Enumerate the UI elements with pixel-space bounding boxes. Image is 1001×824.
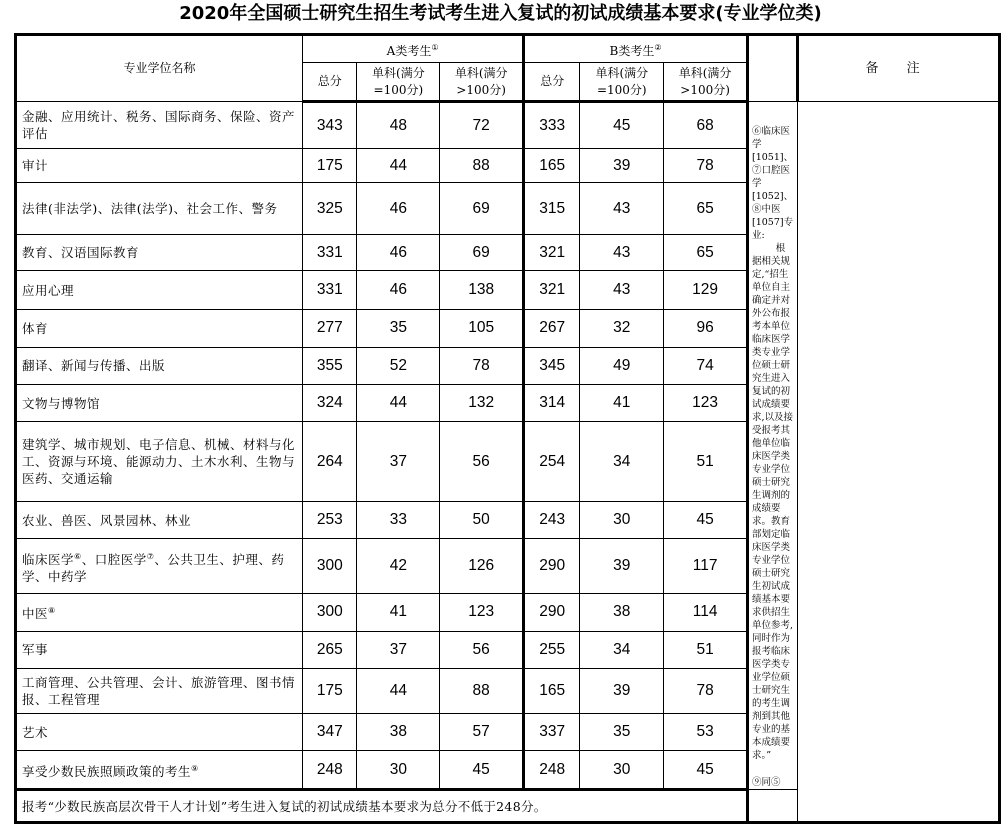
- cell-a-total: 331: [303, 271, 357, 310]
- cell-a-single-gt100: 132: [440, 384, 524, 421]
- cell-b-single-gt100: 45: [664, 502, 748, 539]
- name-part: 临床医学: [22, 551, 75, 567]
- cell-a-single-gt100: 57: [440, 713, 524, 750]
- cell-a-single-gt100: 69: [440, 183, 524, 235]
- table-body: [16, 102, 1000, 790]
- header-name-col: 专业学位名称: [16, 35, 303, 102]
- cell-a-single-gt100: 138: [440, 271, 524, 310]
- cell-a-single100: 30: [357, 751, 440, 790]
- cell-b-single100: 45: [580, 102, 664, 149]
- table-row: [16, 149, 1000, 183]
- cell-a-single-gt100: 69: [440, 235, 524, 271]
- cell-a-single100: 44: [357, 384, 440, 421]
- cell-b-single-gt100: 96: [664, 310, 748, 347]
- cell-b-single100: 38: [580, 594, 664, 631]
- name-part: 、公共卫生、护理、药学、中药学: [22, 551, 285, 584]
- cell-b-total: 255: [524, 631, 580, 668]
- cell-b-total: 243: [524, 502, 580, 539]
- name-part: 、口腔医学: [81, 551, 147, 567]
- header-a-single100: 单科(满分=100分): [357, 63, 440, 102]
- cell-b-single100: 39: [580, 539, 664, 594]
- cell-b-total: 165: [524, 669, 580, 714]
- row-degree-name: 翻译、新闻与传播、出版: [16, 347, 303, 384]
- row-degree-name: 农业、兽医、风景园林、林业: [16, 502, 303, 539]
- notes-line-3: ⑨同⑤: [752, 777, 781, 788]
- cell-a-single100: 38: [357, 713, 440, 750]
- row-degree-name: 金融、应用统计、税务、国际商务、保险、资产评估: [16, 102, 303, 149]
- table-row: [16, 422, 1000, 502]
- cell-b-total: 345: [524, 347, 580, 384]
- cell-b-single100: 39: [580, 669, 664, 714]
- cell-a-single100: 33: [357, 502, 440, 539]
- table-row: [16, 347, 1000, 384]
- header-group-b: [524, 35, 748, 63]
- cell-a-total: 347: [303, 713, 357, 750]
- footer-note: 报考“少数民族高层次骨干人才计划”考生进入复试的初试成绩基本要求为总分不低于248分。: [16, 790, 748, 823]
- cell-a-total: 331: [303, 235, 357, 271]
- cell-b-single100: 32: [580, 310, 664, 347]
- row-degree-name: 工商管理、公共管理、会计、旅游管理、图书情报、工程管理: [16, 669, 303, 714]
- table-row: [16, 631, 1000, 668]
- cell-a-single100: 48: [357, 102, 440, 149]
- footnote-mark: ⑦: [146, 551, 155, 561]
- cell-a-total: 355: [303, 347, 357, 384]
- cell-b-single-gt100: 51: [664, 631, 748, 668]
- cell-a-single-gt100: 105: [440, 310, 524, 347]
- header-a-single-gt100: 单科(满分>100分): [440, 63, 524, 102]
- notes-cell: [748, 102, 798, 790]
- name-part: 享受少数民族照顾政策的考生: [22, 763, 192, 779]
- header-group-b-label: B类考生: [609, 43, 655, 58]
- header-group-a-mark: ①: [431, 42, 439, 52]
- cell-a-total: 324: [303, 384, 357, 421]
- row-degree-name: 军事: [16, 631, 303, 668]
- cell-b-total: 337: [524, 713, 580, 750]
- cell-a-single100: 52: [357, 347, 440, 384]
- cell-a-single100: 35: [357, 310, 440, 347]
- cell-b-single100: 30: [580, 502, 664, 539]
- cell-b-total: 321: [524, 235, 580, 271]
- header-group-a-label: A类考生: [386, 43, 432, 58]
- cell-b-single-gt100: 45: [664, 751, 748, 790]
- row-degree-name: [16, 539, 303, 594]
- table-row: [16, 539, 1000, 594]
- page-title: 2020年全国硕士研究生招生考试考生进入复试的初试成绩基本要求(专业学位类): [179, 3, 822, 24]
- cell-a-single100: 46: [357, 183, 440, 235]
- score-table: [14, 33, 1001, 824]
- row-degree-name: 审计: [16, 149, 303, 183]
- header-notes: 备 注: [798, 35, 1000, 102]
- cell-b-single-gt100: 78: [664, 149, 748, 183]
- header-b-single100: 单科(满分=100分): [580, 63, 664, 102]
- cell-b-total: 321: [524, 271, 580, 310]
- table-row: [16, 502, 1000, 539]
- cell-b-single-gt100: 65: [664, 235, 748, 271]
- cell-b-single-gt100: 123: [664, 384, 748, 421]
- cell-b-single100: 41: [580, 384, 664, 421]
- cell-b-total: 290: [524, 594, 580, 631]
- cell-a-single100: 37: [357, 422, 440, 502]
- notes-line-2: 根据相关规定,“招生单位自主确定并对外公布报考本单位临床医学类专业学位硕士研究生进入复试的初试成绩要求,以及接受报考其他单位临床医学类专业学位硕士研究生调剂的成绩要求。教育部划定临床医学类专业学位硕士研究生初试成绩基本要求供招生单位参考,同时作为报考临床医学类专业学位硕士研究生的考生调剂到其他专业的基本成绩要求。”: [752, 243, 794, 761]
- cell-b-single-gt100: 78: [664, 669, 748, 714]
- cell-b-single-gt100: 51: [664, 422, 748, 502]
- cell-b-single-gt100: 68: [664, 102, 748, 149]
- footnote-mark: ⑨: [191, 763, 199, 773]
- footnote-mark: ⑧: [48, 606, 56, 616]
- cell-b-total: 290: [524, 539, 580, 594]
- cell-a-single-gt100: 123: [440, 594, 524, 631]
- row-degree-name: 教育、汉语国际教育: [16, 235, 303, 271]
- name-part: 中医: [22, 606, 49, 622]
- notes-line-1: ⑥临床医学[1051]、⑦口腔医学[1052]、⑧中医[1057]专业:: [752, 126, 794, 241]
- cell-a-single-gt100: 72: [440, 102, 524, 149]
- cell-a-total: 248: [303, 751, 357, 790]
- cell-a-single100: 44: [357, 669, 440, 714]
- cell-a-single-gt100: 50: [440, 502, 524, 539]
- row-degree-name: 建筑学、城市规划、电子信息、机械、材料与化工、资源与环境、能源动力、土木水利、生物与医药、交通运输: [16, 422, 303, 502]
- cell-a-single-gt100: 56: [440, 631, 524, 668]
- cell-b-single-gt100: 65: [664, 183, 748, 235]
- cell-a-total: 343: [303, 102, 357, 149]
- cell-a-total: 277: [303, 310, 357, 347]
- header-a-total: 总分: [303, 63, 357, 102]
- row-degree-name: 文物与博物馆: [16, 384, 303, 421]
- footnote-mark: ⑥: [74, 551, 82, 561]
- cell-b-single-gt100: 114: [664, 594, 748, 631]
- notes-spacer: [752, 762, 793, 776]
- row-degree-name: 法律(非法学)、法律(法学)、社会工作、警务: [16, 183, 303, 235]
- cell-a-total: 175: [303, 149, 357, 183]
- cell-a-single100: 37: [357, 631, 440, 668]
- cell-a-single-gt100: 88: [440, 149, 524, 183]
- cell-b-total: 254: [524, 422, 580, 502]
- cell-a-single-gt100: 126: [440, 539, 524, 594]
- table-row: [16, 751, 1000, 790]
- cell-b-single100: 34: [580, 422, 664, 502]
- cell-b-single100: 34: [580, 631, 664, 668]
- cell-b-single100: 43: [580, 183, 664, 235]
- notes-spacer: [752, 102, 793, 125]
- cell-b-total: 333: [524, 102, 580, 149]
- table-row: [16, 669, 1000, 714]
- header-group-b-mark: ②: [654, 42, 662, 52]
- table-row: [16, 384, 1000, 421]
- cell-b-single100: 39: [580, 149, 664, 183]
- cell-b-single100: 43: [580, 271, 664, 310]
- row-degree-name: [16, 594, 303, 631]
- cell-a-total: 253: [303, 502, 357, 539]
- table-row: [16, 271, 1000, 310]
- cell-b-single-gt100: 129: [664, 271, 748, 310]
- cell-b-total: 267: [524, 310, 580, 347]
- cell-a-total: 325: [303, 183, 357, 235]
- cell-a-single-gt100: 56: [440, 422, 524, 502]
- cell-a-total: 300: [303, 539, 357, 594]
- cell-b-single100: 30: [580, 751, 664, 790]
- table-row: [16, 183, 1000, 235]
- table-row: [16, 594, 1000, 631]
- header-b-total: 总分: [524, 63, 580, 102]
- cell-a-total: 265: [303, 631, 357, 668]
- cell-a-single100: 46: [357, 235, 440, 271]
- cell-a-total: 175: [303, 669, 357, 714]
- cell-b-total: 248: [524, 751, 580, 790]
- cell-a-single-gt100: 78: [440, 347, 524, 384]
- cell-a-total: 264: [303, 422, 357, 502]
- cell-a-total: 300: [303, 594, 357, 631]
- cell-b-total: 165: [524, 149, 580, 183]
- cell-b-single100: 49: [580, 347, 664, 384]
- cell-b-single-gt100: 74: [664, 347, 748, 384]
- row-degree-name: 艺术: [16, 713, 303, 750]
- cell-b-total: 314: [524, 384, 580, 421]
- header-b-single-gt100: 单科(满分>100分): [664, 63, 748, 102]
- row-degree-name: [16, 751, 303, 790]
- cell-a-single-gt100: 45: [440, 751, 524, 790]
- cell-a-single-gt100: 88: [440, 669, 524, 714]
- row-degree-name: 体育: [16, 310, 303, 347]
- cell-a-single100: 46: [357, 271, 440, 310]
- cell-b-single100: 43: [580, 235, 664, 271]
- footer-row: [16, 790, 1000, 823]
- cell-b-single-gt100: 117: [664, 539, 748, 594]
- cell-b-total: 315: [524, 183, 580, 235]
- header-group-a: [303, 35, 524, 63]
- table-row: [16, 713, 1000, 750]
- cell-a-single100: 41: [357, 594, 440, 631]
- gap-column: [748, 35, 798, 102]
- notes-footer-cell: [748, 790, 798, 823]
- table-row: [16, 310, 1000, 347]
- table-row: [16, 102, 1000, 149]
- cell-b-single100: 35: [580, 713, 664, 750]
- cell-b-single-gt100: 53: [664, 713, 748, 750]
- cell-a-single100: 44: [357, 149, 440, 183]
- row-degree-name: 应用心理: [16, 271, 303, 310]
- table-row: [16, 235, 1000, 271]
- cell-a-single100: 42: [357, 539, 440, 594]
